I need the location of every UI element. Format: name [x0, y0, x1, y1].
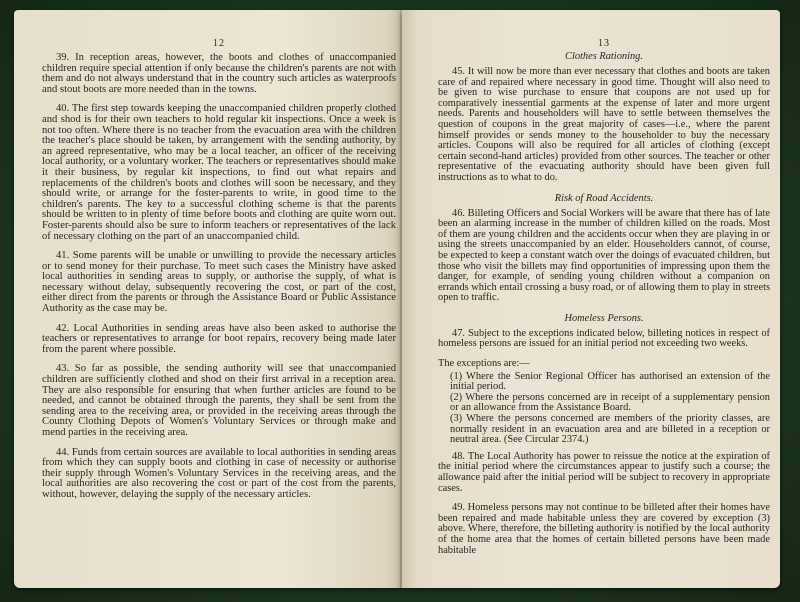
paragraph-42: 42. Local Authorities in sending areas have also been asked to authorise the teachers or representatives to arrange for boot repairs, recovery being made later from the parent where possible. — [42, 322, 396, 355]
paragraph-48: 48. The Local Authority has power to reissue the notice at the expiration of the initial period where the circumstances appear to justify such a course; the allowance paid after the initial period will be subject to recovery in appropriate cases. — [438, 450, 770, 494]
paragraph-40: 40. The first step towards keeping the unaccompanied children properly clothed and shod is for their own teachers to hold regular kit inspections. Once a week is not too often. Where there is no teacher from the evacuation area with the children the teacher's place should be taken, by arrangement with the sending authority, by an agreed representative, who may be a local teacher, an officer of the receiving local authority, or a voluntary worker. The teachers or representatives should make it their business, by regular kit inspections, to find out what repairs and replacements of the children's boots and clothes will soon be necessary, and they should write, or arrange for the foster-parents to write, in good time to the children's parents. The key to a successful clothing scheme is that the parents should be written to in plenty of time before boots and clothing are quite worn out. Foster-parents should also be sure to inform teachers or representatives of the lack of necessary clothing on the part of an unaccompanied child. — [42, 103, 396, 242]
paragraph-44: 44. Funds from certain sources are available to local authorities in sending areas from which they can supply boots and clothing in case of necessity or authorise their supply through Women's Voluntary Services in the receiving areas, and the local authorities are also recovering the cost or part of the cost from the parents, without, however, delaying the supply of the necessary articles. — [42, 446, 396, 500]
exception-2: (2) Where the persons concerned are in receipt of a supplementary pension or an allowance from the Assistance Board. — [450, 391, 770, 414]
exceptions-intro: The exceptions are:— — [438, 358, 530, 370]
paragraph-39: 39. In reception areas, however, the boots and clothes of unaccompanied children require special attention if only because the children's parents are not with them and do not always understand that in the country such articles as waterproofs and stout boots are more needed than in the towns. — [42, 52, 396, 95]
heading-road-accidents: Risk of Road Accidents. — [554, 192, 654, 204]
right-page — [402, 10, 780, 588]
heading-homeless-persons: Homeless Persons. — [564, 312, 644, 324]
page-number-right: 13 — [598, 38, 610, 49]
paragraph-47: 47. Subject to the exceptions indicated below, billeting notices in respect of homeless persons are issued for an initial period not exceeding two weeks. — [438, 327, 770, 350]
paragraph-46: 46. Billeting Officers and Social Workers will be aware that there has of late been an alarming increase in the number of children killed on the roads. Most of them are young children and the accidents occur when they are playing in or using the streets unaccompanied by an elder. Householders cannot, of course, be expected to keep a constant watch over the doings of evacuated children, but those who visit the billets may find opportunities of impressing upon them the danger, for example, of sending young children without a companion on errands which entail crossing a busy road, or of allowing them to play in streets open to traffic. — [438, 207, 770, 304]
paragraph-41: 41. Some parents will be unable or unwilling to provide the necessary articles or to send money for their purchase. To meet such cases the Ministry have asked local authorities in sending areas to supply, or authorise the supply, of what is necessary without delay, subsequently recovering the cost, or part of the cost, either direct from the parents or through the Assistance Board or Public Assistance Authority as the case may be. — [42, 250, 396, 315]
right-page-content — [438, 38, 770, 565]
heading-clothes-rationing: Clothes Rationing. — [565, 51, 643, 62]
paragraph-43: 43. So far as possible, the sending authority will see that unaccompanied children are sufficiently clothed and shod on their first arrival in a reception area. They are also responsible for ensuring that when further articles are found to be needed, and cannot be obtained through the parents, they shall be sent from the sending area to the receiving area, or provided in the receiving areas through the County Clothing Depots of Women's Voluntary Services or through make and mend parties in the receiving area. — [42, 363, 396, 438]
exceptions-list — [438, 359, 770, 446]
left-page-content — [42, 38, 396, 510]
page-number-left: 12 — [213, 38, 225, 49]
exception-3: (3) Where the persons concerned are members of the priority classes, are normally resident in an evacuation area and are billeted in a reception or neutral area. (See Circular 2374.) — [450, 413, 770, 446]
paragraph-49: 49. Homeless persons may not continue to be billeted after their homes have been repaired and made habitable unless they are covered by exception (3) above. Where, therefore, the billeting authority is notified by the local authority of the home area that the homes of certain billeted persons have been made habitable — [438, 502, 770, 556]
exception-1: (1) Where the Senior Regional Officer has authorised an extension of the initial period. — [450, 370, 770, 393]
paragraph-45: 45. It will now be more than ever necessary that clothes and boots are taken care of and repaired where necessary in good time. Thought will also need to be given to wise purchase to ensure that coupons are not used up for comparatively inessential garments at the expense of later and more urgent needs. Parents and householders will have to settle between themselves the question of coupons in the great majority of cases—i.e., where the parent himself provides or sends money to the householder to buy the necessary articles. Coupons will also be required for all articles of clothing (except certain second-hand articles) provided from other sources. The teacher or other representative of the evacuating authority should have been given full instructions as to what to do. — [438, 66, 770, 183]
left-page — [14, 10, 402, 588]
